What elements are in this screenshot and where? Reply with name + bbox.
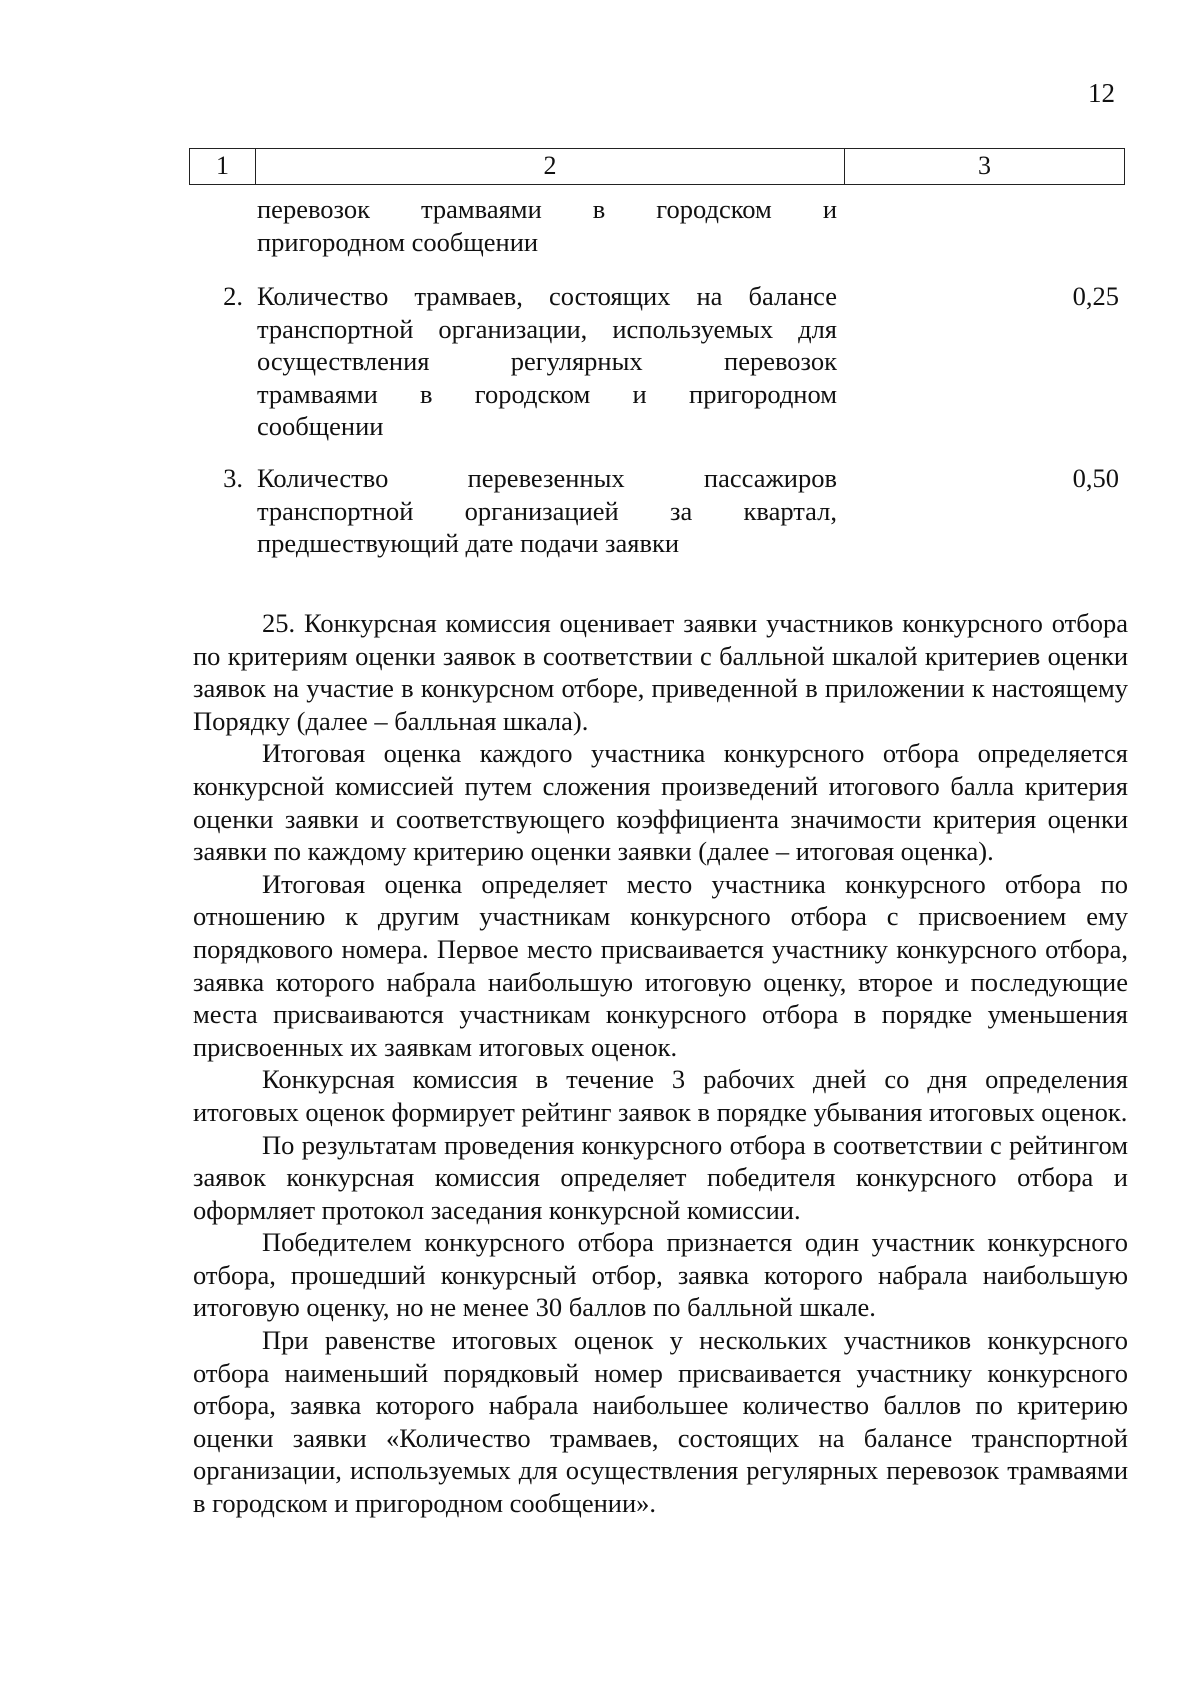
table-row-value: 0,25 bbox=[1072, 281, 1119, 311]
table-row-line: транспортной организации, используемых для bbox=[257, 313, 837, 344]
table-row-text bbox=[257, 462, 837, 560]
paragraph: Победителем конкурсного отбора признается один участник конкурсного отбора, прошедший конкурсный отбор, заявка которого набрала наибольшую итоговую оценку, но не менее 30 баллов по балльной шкале. bbox=[193, 1227, 1128, 1323]
paragraph: Итоговая оценка определяет место участника конкурсного отбора по отношению к другим участникам конкурсного отбора с присвоением ему порядкового номера. Первое место присваивается участнику конкурсного отбора, заявка которого набрала наибольшую итоговую оценку, второе и последующие места присваиваются участникам конкурсного отбора в порядке уменьшения присвоенных их заявкам итоговых оценок. bbox=[193, 868, 1128, 1062]
table-row-number: 3. bbox=[223, 463, 243, 493]
table-row-line: Количество трамваев, состоящих на балансе bbox=[257, 281, 837, 311]
table-row-number: 2. bbox=[223, 281, 243, 311]
table-row-value: 0,50 bbox=[1072, 463, 1119, 493]
table-header-col-1: 1 bbox=[190, 149, 256, 184]
table-row-line: пригородном сообщении bbox=[257, 226, 539, 257]
paragraph: При равенстве итоговых оценок у нескольких участников конкурсного отбора наименьший порядковый номер присваивается участнику конкурсного отбора, заявка которого набрала наибольшее количество баллов по критерию оценки заявки «Количество трамваев, состоящих на балансе транспортной организации, используемых для осуществления регулярных перевозок трамваями в городском и пригородном сообщении». bbox=[193, 1325, 1128, 1519]
table-header-col-3: 3 bbox=[978, 151, 991, 180]
table-header-col-2: 2 bbox=[256, 149, 845, 184]
table-row-line: транспортной организацией за квартал, bbox=[257, 495, 837, 526]
table-row-line: перевозок трамваями в городском и bbox=[257, 194, 837, 224]
page-number: 12 bbox=[1088, 78, 1115, 108]
table-row-line: трамваями в городском и пригородном bbox=[257, 378, 837, 409]
table-row-line: сообщении bbox=[257, 411, 384, 441]
table-row-line: Количество перевезенных пассажиров bbox=[257, 463, 837, 493]
body-text bbox=[193, 607, 1128, 1520]
table-row-text bbox=[257, 280, 837, 443]
table-row-line: осуществления регулярных перевозок bbox=[257, 346, 837, 376]
paragraph: По результатам проведения конкурсного отбора в соответствии с рейтингом заявок конкурсная комиссия определяет победителя конкурсного отбора и оформляет протокол заседания конкурсной комиссии. bbox=[193, 1129, 1128, 1225]
table-row-line: предшествующий дате подачи заявки bbox=[257, 528, 680, 558]
table-header bbox=[189, 148, 1125, 185]
table-row-text bbox=[257, 193, 837, 258]
paragraph: Итоговая оценка каждого участника конкурсного отбора определяется конкурсной комиссией путем сложения произведений итогового балла критерия оценки заявки и соответствующего коэффициента значимости критерия оценки заявки по каждому критерию оценки заявки (далее – итоговая оценка). bbox=[193, 738, 1128, 867]
paragraph: 25. Конкурсная комиссия оценивает заявки участников конкурсного отбора по критериям оценки заявок в соответствии с балльной шкалой критериев оценки заявок на участие в конкурсном отборе, приведенной в приложении к настоящему Порядку (далее – балльная шкала). bbox=[193, 608, 1128, 736]
paragraph: Конкурсная комиссия в течение 3 рабочих дней со дня определения итоговых оценок формирует рейтинг заявок в порядке убывания итоговых оценок. bbox=[193, 1064, 1128, 1127]
